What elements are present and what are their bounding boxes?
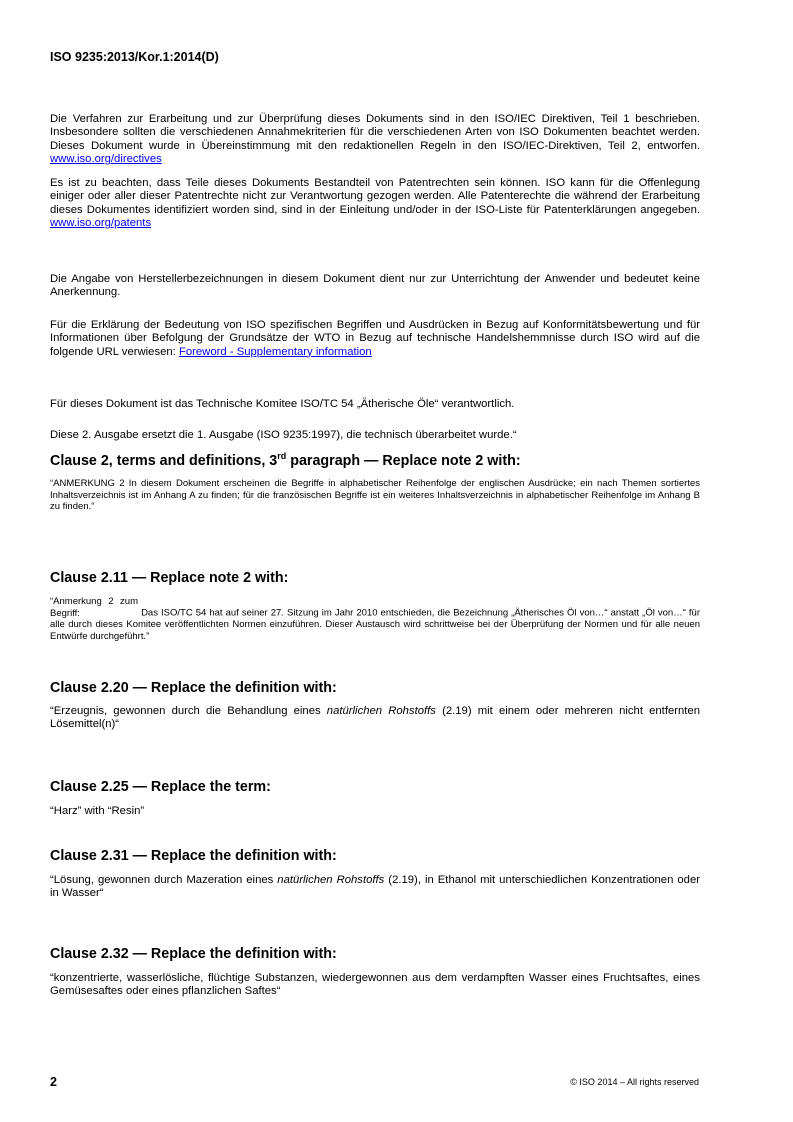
paragraph-text: Für dieses Dokument ist das Technische Komitee ISO/TC 54 „Ätherische Öle“ verantwortlich. [50,398,515,410]
paragraph-trade-names [50,273,700,300]
directives-link[interactable]: www.iso.org/directives [50,153,162,166]
section-text: “Anmerkung 2 zum Begriff: Das ISO/TC 54 hat auf seiner 27. Sitzung im Jahr 2010 entschieden, die Bezeichnung „Ätherisches Öl von…“ anstatt „Öl von…“ für alle durch dieses Komitee veröffentlichten Normen einzuführen. Dieser Austausch wird schrittweise bei der Überprüfung der Normen und für alle neuen Entwürfe durchgeführt.” [50,596,701,642]
page-number: 2 [50,1075,57,1089]
section-clause-2-25 [50,779,700,818]
paragraph-committee [50,398,700,411]
section-text: “konzentrierte, wasserlösliche, flüchtige Substanzen, wiedergewonnen aus dem verdampften Wasser eines Fruchtsaftes, eines Gemüsesaftes oder eines pflanzlichen Saftes“ [50,972,700,998]
paragraph-edition [50,429,700,442]
copyright-notice: © ISO 2014 – All rights reserved [570,1077,699,1087]
section-heading: Clause 2, terms and definitions, 3rd paragraph — Replace note 2 with: [50,451,521,469]
paragraph-directives [50,113,700,167]
paragraph-text: Es ist zu beachten, dass Teile dieses Dokuments Bestandteil von Patentrechten sein können. ISO kann für die Offenlegung einiger oder aller dieser Patentrechte nicht zur Verantwortung gezogen werden. Alle Patenterechte die während der Erarbeitung dieses Dokumentes identifiziert worden sind, sind in der Einleitung und/oder in der ISO-Liste für Patenterklärungen angegeben. [50,177,700,216]
section-heading: Clause 2.11 — Replace note 2 with: [50,570,289,586]
paragraph-patents [50,177,700,231]
section-heading: Clause 2.20 — Replace the definition with: [50,680,337,696]
document-identifier: ISO 9235:2013/Kor.1:2014(D) [50,50,219,64]
paragraph-text: Die Angabe von Herstellerbezeichnungen in diesem Dokument dient nur zur Unterrichtung der Anwender und bedeutet keine Anerkennung. [50,273,700,299]
section-heading: Clause 2.31 — Replace the definition with: [50,848,337,864]
paragraph-text: Diese 2. Ausgabe ersetzt die 1. Ausgabe (ISO 9235:1997), die technisch überarbeitet wurde.“ [50,429,517,441]
section-clause-2-31 [50,848,700,901]
section-clause-2-11 [50,570,700,642]
paragraph-conformity [50,319,700,359]
section-heading: Clause 2.25 — Replace the term: [50,779,271,795]
section-clause-2-32 [50,946,700,999]
section-clause-2 [50,453,700,513]
section-clause-2-20 [50,680,700,732]
paragraph-text: Die Verfahren zur Erarbeitung und zur Überprüfung dieses Dokuments sind in den ISO/IEC Direktiven, Teil 1 beschrieben. Insbesondere sollten die verschiedenen Annahmekriterien für die verschiedenen Arten von ISO Dokumenten beachtet werden. Dieses Dokument wurde in Übereinstimmung mit den redaktionellen Regeln in den ISO/IEC-Direktiven, Teil 2, entworfen. [50,113,700,152]
paragraph-text: Für die Erklärung der Bedeutung von ISO spezifischen Begriffen und Ausdrücken in Bezug auf Konformitätsbewertung und für Informationen über Befolgung der Grundsätze der WTO in Bezug auf technische Handelshemmnisse durch ISO wird auf die folgende URL verwiesen: [50,319,700,358]
section-text: “Lösung, gewonnen durch Mazeration eines natürlichen Rohstoffs (2.19), in Ethanol mit unterschiedlichen Konzentrationen oder in Wasser“ [50,874,700,900]
foreword-link[interactable]: Foreword - Supplementary information [178,345,372,358]
patents-link[interactable]: www.iso.org/patents [50,217,152,230]
section-text: “Harz” with “Resin” [50,805,145,817]
section-heading: Clause 2.32 — Replace the definition with: [50,946,337,962]
section-text: “ANMERKUNG 2 In diesem Dokument erscheinen die Begriffe in alphabetischer Reihenfolge der englischen Ausdrücke; ein nach Themen sortiertes Inhaltsverzeichnis ist im Anhang A zu finden; für die französischen Begriffe ist ein weiteres Inhaltsverzeichnis in alphabetischer Reihenfolge im Anhang B zu finden.“ [50,478,700,513]
section-text: “Erzeugnis, gewonnen durch die Behandlung eines natürlichen Rohstoffs (2.19) mit einem oder mehreren nicht entfernten Lösemittel(n)“ [50,705,700,731]
